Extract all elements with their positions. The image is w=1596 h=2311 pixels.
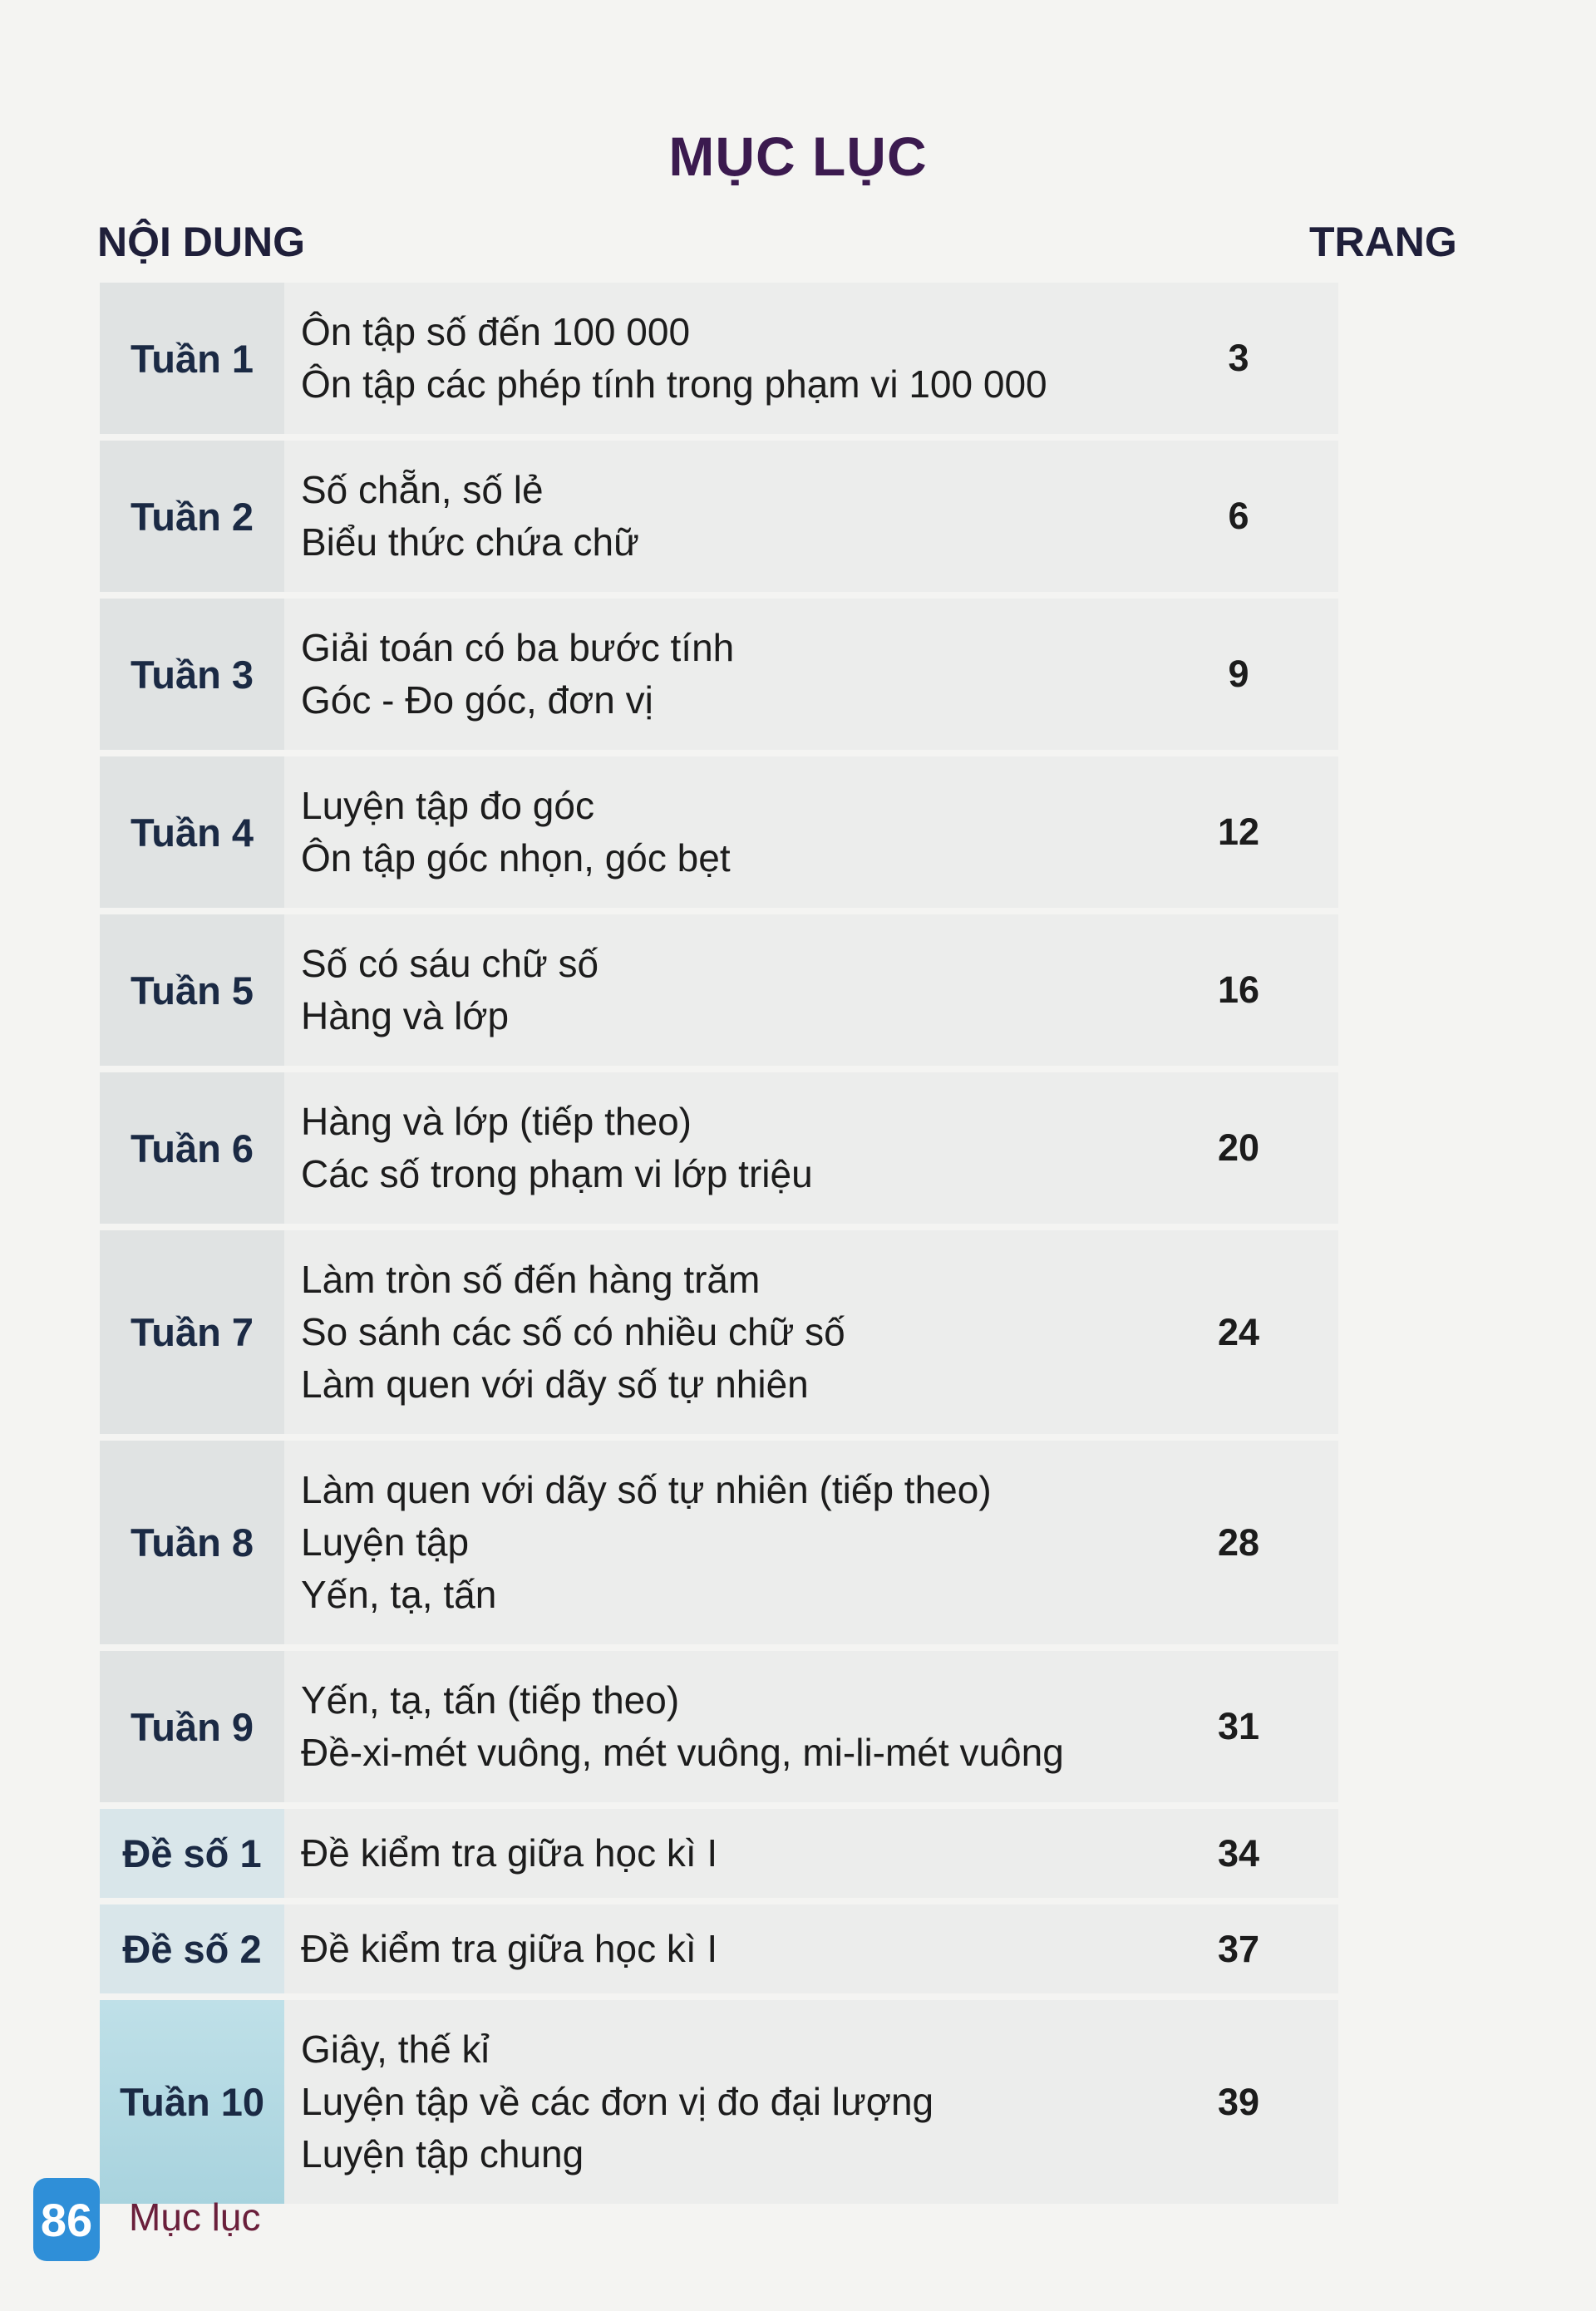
toc-row-content <box>284 1809 1139 1898</box>
toc-row-label: Tuần 6 <box>100 1072 284 1224</box>
toc-topic: Đề kiểm tra giữa học kì I <box>301 1927 718 1970</box>
toc-topic: Luyện tập <box>301 1520 470 1564</box>
toc-row-label: Đề số 2 <box>100 1904 284 1993</box>
toc-row-content <box>284 2000 1139 2204</box>
toc-topic: Đề-xi-mét vuông, mét vuông, mi-li-mét vuông <box>301 1731 1064 1774</box>
toc-topic: Yến, tạ, tấn (tiếp theo) <box>301 1678 680 1722</box>
toc-topic: Luyện tập về các đơn vị đo đại lượng <box>301 2080 934 2123</box>
page-title: MỤC LỤC <box>668 126 928 187</box>
toc-page-number: 39 <box>1217 2080 1260 2123</box>
toc-topic: Luyện tập đo góc <box>301 784 594 827</box>
footer-section-label: Mục lục <box>129 2195 261 2239</box>
toc-topic: Ôn tập số đến 100 000 <box>301 310 691 353</box>
toc-row-label: Tuần 5 <box>100 914 284 1066</box>
toc-page-number: 6 <box>1228 495 1249 537</box>
page-number-badge: 86 <box>33 2178 100 2261</box>
toc-row-label: Đề số 1 <box>100 1809 284 1898</box>
toc-row-content <box>284 1651 1139 1802</box>
toc-row[interactable] <box>100 756 1338 908</box>
page-column-header: TRANG <box>1309 219 1457 265</box>
toc-row[interactable] <box>100 1441 1338 1644</box>
toc-row-content <box>284 599 1139 750</box>
toc-row-content <box>284 1230 1139 1434</box>
toc-topic: Số chẵn, số lẻ <box>301 468 544 511</box>
toc-row-label: Tuần 8 <box>100 1441 284 1644</box>
toc-row-content <box>284 914 1139 1066</box>
toc-row-content <box>284 1904 1139 1993</box>
toc-topic: Ôn tập các phép tính trong phạm vi 100 000 <box>301 362 1047 406</box>
toc-topic: Đề kiểm tra giữa học kì I <box>301 1831 718 1875</box>
toc-topic: Các số trong phạm vi lớp triệu <box>301 1152 813 1195</box>
toc-page-number: 31 <box>1217 1705 1260 1747</box>
toc-row-label: Tuần 10 <box>100 2000 284 2204</box>
toc-page-number: 9 <box>1228 653 1249 695</box>
toc-page-number: 37 <box>1217 1927 1260 1970</box>
toc-row-label: Tuần 3 <box>100 599 284 750</box>
toc-topic: Giây, thế kỉ <box>301 2028 490 2071</box>
toc-topic: Số có sáu chữ số <box>301 942 599 985</box>
toc-row-content <box>284 1072 1139 1224</box>
toc-page-number: 12 <box>1217 811 1260 853</box>
toc-row-label: Tuần 1 <box>100 283 284 434</box>
toc-row[interactable] <box>100 1230 1338 1434</box>
toc-topic: Hàng và lớp <box>301 994 510 1037</box>
toc-row[interactable] <box>100 1651 1338 1802</box>
toc-topic: Góc - Đo góc, đơn vị <box>301 678 653 722</box>
toc-row[interactable] <box>100 283 1338 434</box>
content-column-header: NỘI DUNG <box>97 219 305 265</box>
toc-row[interactable] <box>100 441 1338 592</box>
toc-row-label: Tuần 4 <box>100 756 284 908</box>
toc-topic: Làm quen với dãy số tự nhiên (tiếp theo) <box>301 1468 992 1511</box>
toc-row[interactable] <box>100 914 1338 1066</box>
toc-topic: Luyện tập chung <box>301 2132 584 2175</box>
toc-topic: Giải toán có ba bước tính <box>301 626 735 669</box>
toc-row[interactable] <box>100 1072 1338 1224</box>
toc-page-number: 28 <box>1217 1520 1260 1564</box>
toc-row[interactable] <box>100 2000 1338 2204</box>
toc-page-number: 20 <box>1217 1126 1260 1169</box>
toc-page-number: 34 <box>1217 1831 1260 1875</box>
toc-row-label: Tuần 2 <box>100 441 284 592</box>
toc-row-content <box>284 283 1139 434</box>
toc-row[interactable] <box>100 1809 1338 1898</box>
toc-row[interactable] <box>100 1904 1338 1993</box>
toc-topic: Hàng và lớp (tiếp theo) <box>301 1100 692 1143</box>
toc-row-label: Tuần 7 <box>100 1230 284 1434</box>
toc-topic: So sánh các số có nhiều chữ số <box>301 1310 845 1353</box>
table-of-contents <box>100 283 1338 2210</box>
toc-topic: Làm tròn số đến hàng trăm <box>301 1258 761 1301</box>
toc-page-number: 16 <box>1217 968 1260 1011</box>
toc-page-number: 24 <box>1217 1310 1260 1353</box>
toc-row[interactable] <box>100 599 1338 750</box>
toc-row-content <box>284 1441 1139 1644</box>
toc-row-content <box>284 441 1139 592</box>
toc-row-content <box>284 756 1139 908</box>
toc-row-label: Tuần 9 <box>100 1651 284 1802</box>
toc-topic: Ôn tập góc nhọn, góc bẹt <box>301 836 731 880</box>
toc-page-number: 3 <box>1228 337 1249 379</box>
toc-topic: Làm quen với dãy số tự nhiên <box>301 1362 809 1406</box>
toc-topic: Yến, tạ, tấn <box>301 1573 497 1616</box>
toc-topic: Biểu thức chứa chữ <box>301 520 639 564</box>
